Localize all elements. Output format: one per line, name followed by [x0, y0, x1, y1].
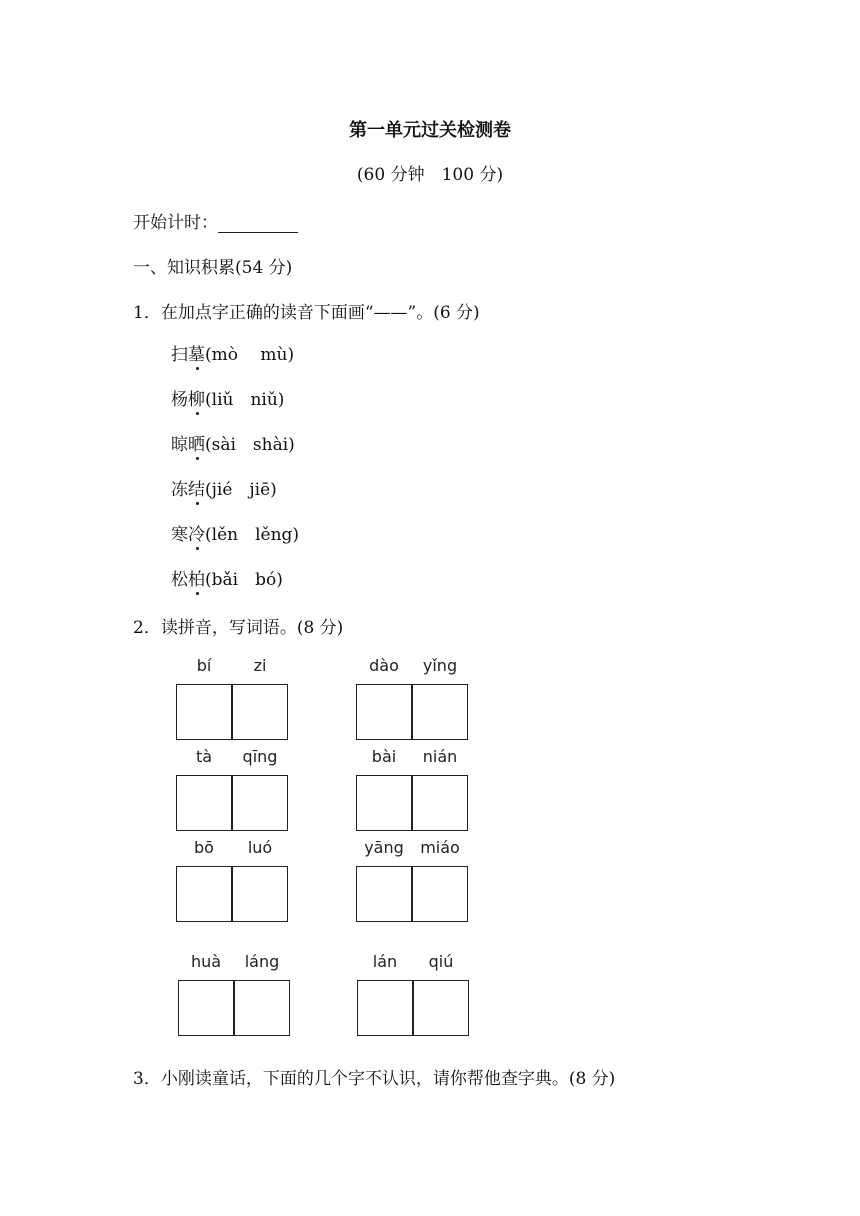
pinyin-pair	[176, 838, 290, 954]
answer-box[interactable]	[232, 775, 288, 831]
pinyin-label: dào	[369, 656, 399, 675]
q1-item-dotted-char: 柳	[188, 390, 205, 410]
q1-item-options[interactable]: (jié jiē)	[205, 480, 277, 500]
answer-box[interactable]	[232, 684, 288, 740]
q1-item	[171, 340, 294, 365]
page-title: 第一单元过关检测卷	[349, 120, 511, 141]
q1-item-dotted-char: 冷	[188, 525, 205, 545]
pinyin-label: bō	[194, 838, 214, 857]
q1-item-dotted-char: 墓	[188, 345, 205, 365]
q1-item-prefix: 寒	[171, 525, 188, 545]
pinyin-label: zi	[253, 656, 267, 675]
timer-label: 开始计时：	[133, 213, 218, 233]
answer-box[interactable]	[178, 980, 234, 1036]
q1-item-prefix: 松	[171, 570, 188, 590]
q1-item-prefix: 扫	[171, 345, 188, 365]
pinyin-label: nián	[422, 747, 458, 766]
pinyin-pair	[357, 952, 471, 1068]
q1-item	[171, 565, 283, 590]
q1-item-options[interactable]: (liǔ niǔ)	[205, 390, 285, 410]
section-heading: 一、知识积累(54 分)	[133, 258, 293, 278]
pinyin-label: lán	[372, 952, 398, 971]
answer-box[interactable]	[356, 866, 412, 922]
answer-box[interactable]	[413, 980, 469, 1036]
pinyin-label: láng	[244, 952, 280, 971]
q1-item	[171, 385, 284, 410]
pinyin-label: bài	[371, 747, 397, 766]
answer-box[interactable]	[412, 775, 468, 831]
pinyin-label: yāng	[364, 838, 404, 857]
q1-item-prefix: 杨	[171, 390, 188, 410]
q1-item-dotted-char: 结	[188, 480, 205, 500]
q1-item	[171, 475, 277, 500]
question-3-label: 3．小刚读童话，下面的几个字不认识，请你帮他查字典。(8 分)	[133, 1069, 616, 1089]
pinyin-pair	[178, 952, 292, 1068]
answer-box[interactable]	[232, 866, 288, 922]
answer-box[interactable]	[234, 980, 290, 1036]
timer-blank[interactable]	[218, 214, 298, 233]
question-1-label: 1．在加点字正确的读音下面画“——”。(6 分)	[133, 303, 480, 323]
pinyin-label: yǐng	[422, 656, 458, 675]
answer-box[interactable]	[412, 866, 468, 922]
question-2-label: 2．读拼音，写词语。(8 分)	[133, 618, 344, 638]
answer-box[interactable]	[357, 980, 413, 1036]
q1-item-dotted-char: 晒	[188, 435, 205, 455]
q1-item-options[interactable]: (lěn lěng)	[205, 525, 300, 545]
q1-item	[171, 520, 299, 545]
q1-item-prefix: 晾	[171, 435, 188, 455]
answer-box[interactable]	[176, 866, 232, 922]
answer-box[interactable]	[412, 684, 468, 740]
q1-item	[171, 430, 295, 455]
answer-box[interactable]	[356, 775, 412, 831]
q1-item-options[interactable]: (bǎi bó)	[205, 570, 283, 590]
answer-box[interactable]	[176, 684, 232, 740]
q1-item-prefix: 冻	[171, 480, 188, 500]
pinyin-label: bí	[196, 656, 212, 675]
pinyin-label: tà	[195, 747, 213, 766]
pinyin-pair	[356, 838, 470, 954]
answer-box[interactable]	[176, 775, 232, 831]
q1-item-dotted-char: 柏	[188, 570, 205, 590]
page-subtitle: (60 分钟 100 分)	[356, 165, 504, 185]
pinyin-label: qīng	[242, 747, 278, 766]
pinyin-label: miáo	[420, 838, 460, 857]
answer-box[interactable]	[356, 684, 412, 740]
q1-item-options[interactable]: (sài shài)	[205, 435, 295, 455]
q1-item-options[interactable]: (mò mù)	[205, 345, 295, 365]
pinyin-label: luó	[247, 838, 273, 857]
pinyin-label: qiú	[428, 952, 454, 971]
pinyin-label: huà	[190, 952, 222, 971]
timer-line	[133, 208, 298, 233]
